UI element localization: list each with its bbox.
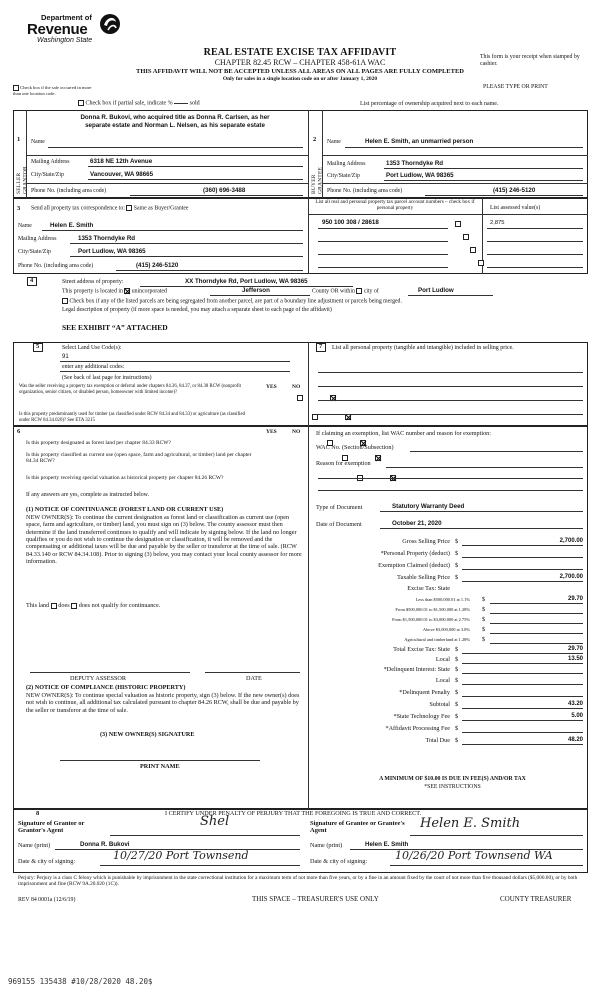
tax-b1-currency: $: [482, 596, 486, 603]
personal-property-label: List all personal property (tangible and intangible) included in selling price.: [332, 345, 514, 351]
tax-int-state-value[interactable]: [462, 666, 583, 674]
street-label: Street address of property:: [62, 279, 124, 285]
corr-mailing-label: Mailing Address: [18, 236, 57, 242]
tax-total-state-currency: $: [455, 646, 459, 653]
print-note: PLEASE TYPE OR PRINT: [483, 84, 548, 90]
logo-state: Washington State: [37, 37, 93, 44]
tax-b5-label: Agricultural and timberland at 1.28%: [404, 637, 470, 642]
partial-sale-checkbox[interactable]: [78, 100, 84, 106]
legal-label: Legal description of property (if more space is needed, you may attach a separate sheet to each page of the affidavit): [62, 307, 332, 313]
tax-tech-label: *State Technology Fee: [393, 713, 450, 720]
partial-sale-row: [78, 100, 200, 107]
logo-department: Department of: [41, 13, 92, 22]
land-does-not-checkbox[interactable]: [71, 603, 77, 609]
tax-personal-value[interactable]: [462, 550, 583, 558]
tax-b2-label: From $500,000.01 to $1,500,000 at 1.28%: [395, 607, 470, 612]
section-8-number: 8: [36, 810, 40, 817]
tax-affidavit-value[interactable]: [462, 725, 583, 733]
additional-codes-label: enter any additional codes:: [62, 364, 125, 370]
parcel-3-personal-checkbox[interactable]: [470, 247, 476, 253]
tax-gross-label: Gross Selling Price: [402, 538, 450, 545]
section-3-number: 3: [17, 205, 21, 212]
corr-city-label: City/State/Zip: [18, 249, 51, 255]
tax-local-currency: $: [455, 656, 459, 663]
county-treasurer: COUNTY TREASURER: [500, 895, 572, 903]
seller-mailing-label: Mailing Address: [31, 159, 70, 165]
q-historic-text: Is this property receiving special valuation as historical property per chapter 84.26 RCW?: [26, 475, 224, 481]
deputy-assessor-label: DEPUTY ASSESSOR: [70, 675, 126, 682]
date-label: DATE: [246, 675, 262, 682]
segregated-row: [62, 298, 582, 305]
buyer-city-label: City/State/Zip: [327, 173, 360, 179]
tax-taxable-value[interactable]: 2,700.00: [462, 574, 583, 582]
q-current-use-text: Is this property classified as current use (open space, farm and agricultural, or timber) land per chapter 84.34 RCW?: [26, 452, 252, 465]
located-label: This property is located in: [62, 288, 123, 295]
segregated-label: Check box if any of the listed parcels are being segregated from another parcel, are part of a boundary line adjustment or parcels being merged.: [69, 298, 402, 305]
land-does-checkbox[interactable]: [51, 603, 57, 609]
tax-total-label: Total Due: [425, 737, 450, 744]
section-6-number: 6: [17, 428, 21, 435]
section-4-number: 4: [30, 277, 34, 284]
grantor-date-city[interactable]: 10/27/20 Port Townsend: [113, 849, 249, 862]
tax-b5-currency: $: [482, 636, 486, 643]
same-as-buyer-checkbox[interactable]: [126, 205, 132, 211]
see-instructions-note: *SEE INSTRUCTIONS: [424, 784, 481, 790]
tax-gross-currency: $: [455, 538, 459, 545]
city-checkbox[interactable]: [356, 288, 362, 294]
segregated-checkbox[interactable]: [62, 298, 68, 304]
receipt-note: This form is your receipt when stamped by cashier.: [480, 54, 580, 67]
buyer-mailing-field[interactable]: 1353 Thorndyke Rd: [386, 160, 444, 167]
new-owner-signature-label: (3) NEW OWNER(S) SIGNATURE: [100, 731, 195, 738]
parcel-header: List all real and personal property tax parcel account numbers – check box if personal property: [315, 199, 475, 211]
corr-mailing-field[interactable]: 1353 Thorndyke Rd: [78, 235, 136, 242]
form-subtitle: CHAPTER 82.45 RCW – CHAPTER 458-61A WAC: [214, 58, 386, 67]
multi-location-checkbox[interactable]: [13, 85, 19, 91]
section-5-number: 5: [36, 343, 40, 350]
tax-exemption-label: Exemption Claimed (deduct): [378, 562, 450, 569]
certify-statement: I CERTIFY UNDER PENALTY OF PERJURY THAT THE FOREGOING IS TRUE AND CORRECT.: [165, 810, 422, 817]
city-of-label: city of: [363, 288, 379, 295]
grantee-sig-label: Signature of Grantee or Grantee's Agent: [310, 820, 405, 835]
correspondence-text: Send all property tax correspondence to:: [31, 205, 125, 212]
form-title: REAL ESTATE EXCISE TAX AFFIDAVIT: [203, 47, 397, 58]
corr-name-label: Name: [18, 223, 32, 229]
tax-tech-currency: $: [455, 713, 459, 720]
tax-penalty-value[interactable]: [462, 689, 583, 697]
doc-date-field[interactable]: October 21, 2020: [392, 520, 442, 527]
seller-city-field[interactable]: Vancouver, WA 98665: [90, 171, 154, 178]
section-7-number: 7: [319, 343, 323, 350]
tax-affidavit-currency: $: [455, 725, 459, 732]
tax-b2-value[interactable]: [490, 606, 583, 614]
tax-int-local-currency: $: [455, 677, 459, 684]
seller-phone-field[interactable]: (360) 696-3488: [203, 187, 246, 194]
tax-b4-label: Above $3,000,000 at 3.0%: [422, 627, 470, 632]
wac-claim-label: If claiming an exemption, list WAC number and reason for exemption:: [316, 430, 491, 437]
seller-mailing-field[interactable]: 6318 NE 12th Avenue: [90, 158, 153, 165]
reason-label: Reason for exemption: [316, 460, 371, 467]
logo-revenue: Revenue: [27, 21, 88, 38]
perjury-body: Perjury: Perjury is a class C felony which is punishable by imprisonment in the state correctional institution for a maximum term of not more than five years, or by a fine in an amount fixed by the court of not more than five thousand dollars ($5,000.00), or by both imprisonment and fine (RCW 9A.20.020 (1C)).: [18, 875, 578, 888]
doc-type-field[interactable]: Statutory Warranty Deed: [392, 503, 465, 510]
ownership-note: List percentage of ownership acquired next to each name.: [360, 101, 499, 107]
parcel-4-personal-checkbox[interactable]: [478, 260, 484, 266]
this-land-label: This land: [26, 602, 50, 609]
tax-personal-currency: $: [455, 550, 459, 557]
logo-swirl-icon: [99, 12, 121, 38]
yes-header-6: YES: [266, 429, 277, 435]
tax-taxable-currency: $: [455, 574, 459, 581]
tax-subtotal-currency: $: [455, 701, 459, 708]
county-row: [312, 288, 379, 295]
land-use-code-field[interactable]: 91: [62, 354, 69, 360]
tax-local-label: Local: [435, 656, 450, 663]
grantor-name-field[interactable]: Donna R. Bukovi: [80, 841, 130, 848]
section-2-number: 2: [313, 136, 317, 143]
tax-affidavit-label: *Affidavit Processing Fee: [385, 725, 450, 732]
this-land-row: [26, 602, 160, 609]
tax-total-value[interactable]: 48.20: [462, 737, 583, 745]
tax-penalty-label: *Delinquent Penalty: [399, 689, 450, 696]
corr-name-field[interactable]: Helen E. Smith: [50, 222, 94, 229]
tax-personal-label: *Personal Property (deduct): [380, 550, 450, 557]
q-exemption-yes-checkbox[interactable]: [297, 395, 303, 401]
see-back-label: (See back of last page for instructions): [62, 375, 152, 381]
grantee-name-field[interactable]: Helen E. Smith: [365, 841, 409, 848]
land-use-label: Select Land Use Code(s):: [62, 345, 122, 351]
buyer-phone-field[interactable]: (415) 246-5120: [493, 187, 536, 194]
buyer-side-label: BUYER GRANTEE: [311, 166, 324, 194]
tax-int-local-value[interactable]: [462, 677, 583, 685]
assessed-value-field[interactable]: 2,875: [490, 220, 505, 226]
seller-side-label: SELLER GRANTOR: [16, 166, 29, 194]
corr-city-field[interactable]: Port Ludlow, WA 98365: [78, 248, 146, 255]
seller-buyer-divider: [308, 110, 309, 198]
print-name-label: PRINT NAME: [140, 763, 180, 770]
same-as-buyer-label: Same as Buyer/Grantee: [133, 205, 189, 212]
dor-logo: [13, 12, 123, 48]
tax-b1-label: Less than $500,000.01 at 1.1%: [415, 597, 470, 602]
tax-total-currency: $: [455, 737, 459, 744]
tax-local-value[interactable]: 13.50: [462, 656, 583, 664]
treasurer-space: THIS SPACE – TREASURER'S USE ONLY: [252, 895, 379, 903]
seller-phone-label: Phone No. (including area code): [31, 188, 107, 194]
tax-penalty-currency: $: [455, 689, 459, 696]
corr-phone-label: Phone No. (including area code): [18, 263, 94, 269]
multi-location-label: Check box if the sale occurred in more than one location code.: [13, 85, 92, 96]
q-current-use-no-checkbox[interactable]: [375, 455, 381, 461]
no-header-5: NO: [292, 384, 301, 390]
partial-sale-percent[interactable]: [174, 103, 188, 104]
form-note: Only for sales in a single location code on or after January 1, 2020: [222, 76, 378, 82]
doc-type-label: Type of Document: [316, 504, 363, 511]
form-number: REV 84 0001a (12/6/19): [18, 897, 76, 903]
grantor-signature[interactable]: Shel: [200, 814, 230, 829]
section-1-number: 1: [17, 136, 21, 143]
grantee-signature[interactable]: Helen E. Smith: [420, 816, 521, 831]
partial-sold-label: sold: [189, 100, 200, 107]
county-field[interactable]: Jefferson: [242, 287, 270, 294]
land-does-label: does: [58, 602, 70, 609]
property-city-field[interactable]: Port Ludlow: [418, 287, 454, 294]
form-warning: THIS AFFIDAVIT WILL NOT BE ACCEPTED UNLESS ALL AREAS ON ALL PAGES ARE FULLY COMPLETED: [136, 68, 464, 75]
tax-subtotal-label: Subtotal: [429, 701, 450, 708]
tax-b1-value[interactable]: 29.70: [490, 596, 583, 604]
county-label: County OR within: [312, 288, 355, 295]
correspondence-label: [31, 205, 189, 212]
unincorporated-checkbox[interactable]: [124, 288, 130, 294]
partial-sale-label: Check box if partial sale, indicate %: [85, 100, 173, 107]
minimum-fee-note: A MINIMUM OF $10.00 IS DUE IN FEE(S) AND/OR TAX: [379, 776, 526, 782]
tax-b3-label: From $1,500,000.01 to $3,000,000 at 2.75%: [392, 617, 470, 622]
grantor-sig-label: Signature of Grantor or Grantor's Agent: [18, 820, 85, 835]
grantee-date-city[interactable]: 10/26/20 Port Townsend WA: [395, 849, 553, 862]
seller-name-label: Name: [31, 139, 45, 145]
notice-compliance-body: NEW OWNER(S): To continue special valuation as historic property, sign (3) below. If the new owner(s) does not wish to continue, all additional tax calculated pursuant to chapter 84.26 RCW, shall be due and payable by the seller or transferor at the time of sale.: [26, 692, 300, 714]
wac-no-label: WAC No. (Section/Subsection): [316, 444, 394, 451]
tax-b4-currency: $: [482, 626, 486, 633]
any-yes-text: If any answers are yes, complete as instructed below.: [26, 492, 149, 498]
parcel-1-personal-checkbox[interactable]: [455, 221, 461, 227]
tax-taxable-label: Taxable Selling Price: [397, 574, 450, 581]
q-exemption-text: Was the seller receiving a property tax exemption or deferral under chapters 84.36, 84.37, or 84.38 RCW (nonprofit organization, senior citizen, or disabled person, homeowner with limited income)?: [19, 384, 241, 395]
q-forest-text: Is this property designated as forest land per chapter 84.33 RCW?: [26, 440, 171, 446]
tax-b4-value[interactable]: [490, 626, 583, 634]
grantee-name-label: Name (print): [310, 842, 343, 849]
tax-total-state-value[interactable]: 29.70: [462, 646, 583, 654]
buyer-name-field[interactable]: Helen E. Smith, an unmarried person: [365, 138, 474, 145]
parcel-number-field[interactable]: 950 100 308 / 28618: [322, 219, 379, 226]
tax-b2-currency: $: [482, 606, 486, 613]
tax-gross-value[interactable]: 2,700.00: [462, 538, 583, 546]
seller-city-label: City/State/Zip: [31, 172, 64, 178]
yes-header-5: YES: [266, 384, 277, 390]
seller-name-field[interactable]: Donna R. Bukovi, who acquired title as Donna R. Carlsen, as her separate estate and Norman L. Nelsen, as his separate estate: [80, 114, 270, 130]
buyer-mailing-label: Mailing Address: [327, 161, 366, 167]
notice-continuance-body: NEW OWNER(S): To continue the current designation as forest land or classification as current use (open space, farm and agriculture, or timber) land, you must sign on (3) below. The county assessor must then determine if the land transferred continues to qualify and will indicate by signing below. If the land no longer qualifies or you do not wish to continue the designation or classification, it will be removed and the compensating or additional taxes will be due and payable by the seller or transferor at the time of sale. (RCW 84.33.140 or RCW 84.34.108). Prior to signing (3) below, you may contact your local county assessor for more information.: [26, 514, 302, 565]
land-does-not-label: does not qualify for continuance.: [78, 602, 161, 609]
tax-tech-value[interactable]: 5.00: [462, 713, 583, 721]
tax-state-header: Excise Tax: State: [407, 585, 450, 592]
tax-subtotal-value[interactable]: 43.20: [462, 701, 583, 709]
no-header-6: NO: [292, 429, 301, 435]
grantee-date-label: Date & city of signing:: [310, 858, 368, 865]
street-field[interactable]: XX Thorndyke Rd, Port Ludlow, WA 98365: [185, 278, 308, 285]
buyer-phone-label: Phone No. (including area code): [327, 188, 403, 194]
buyer-name-label: Name: [327, 139, 341, 145]
corr-phone-field[interactable]: (415) 246-5120: [136, 262, 179, 269]
tax-int-state-currency: $: [455, 666, 459, 673]
grantor-date-label: Date & city of signing:: [18, 858, 76, 865]
grantor-name-label: Name (print): [18, 842, 51, 849]
exhibit-text: SEE EXHIBIT “A” ATTACHED: [62, 323, 168, 332]
cashier-stamp: 969155 135438 #10/28/2020 48.20$: [8, 977, 153, 986]
tax-total-state-label: Total Excise Tax: State: [393, 646, 450, 653]
assessed-header: List assessed value(s): [490, 205, 541, 211]
tax-exemption-currency: $: [455, 562, 459, 569]
tax-int-state-label: *Delinquent Interest: State: [383, 666, 450, 673]
notice-compliance-title: (2) NOTICE OF COMPLIANCE (HISTORIC PROPERTY): [26, 684, 186, 691]
perjury-text: [18, 875, 586, 888]
multi-location-row: [13, 85, 93, 96]
q-timber-text: Is this property predominantly used for timber (as classified under RCW 84.34 and 84.33) or agriculture (as classified under RCW 84.34.020)? See ETA 3215: [19, 412, 245, 423]
tax-int-local-label: Local: [435, 677, 450, 684]
unincorporated-label: unincorporated: [131, 288, 167, 295]
notice-continuance-title: (1) NOTICE OF CONTINUANCE (FOREST LAND OR CURRENT USE): [26, 506, 224, 513]
tax-exemption-value[interactable]: [462, 562, 583, 570]
located-row: [62, 288, 167, 295]
parcel-2-personal-checkbox[interactable]: [463, 234, 469, 240]
buyer-city-field[interactable]: Port Ludlow, WA 98365: [386, 172, 454, 179]
tax-b3-value[interactable]: [490, 616, 583, 624]
tax-b5-value[interactable]: [490, 636, 583, 644]
doc-date-label: Date of Document: [316, 521, 362, 528]
tax-b3-currency: $: [482, 616, 486, 623]
